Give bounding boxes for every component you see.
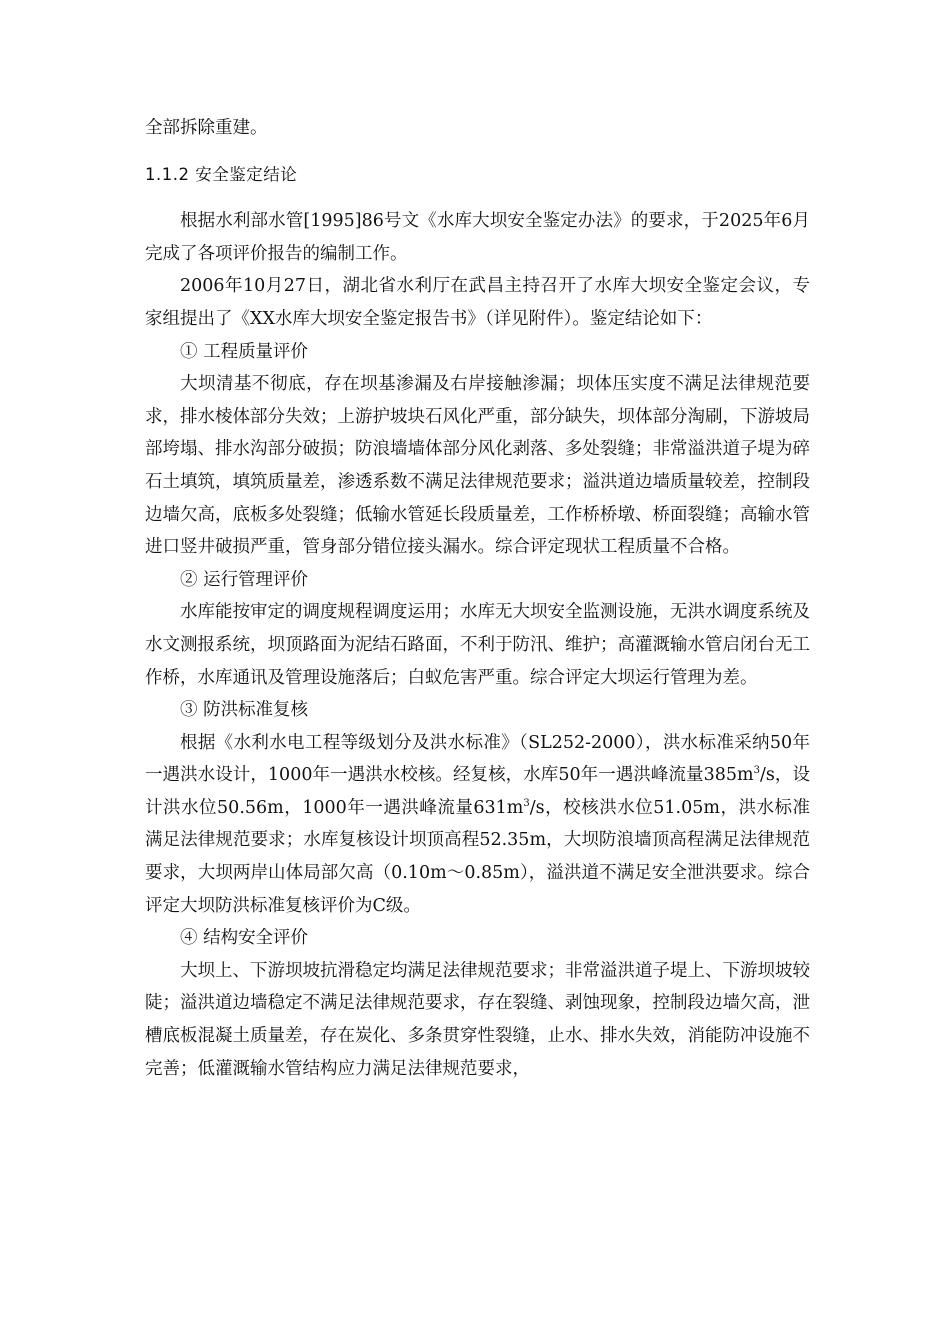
item-3-title: ③ 防洪标准复核 bbox=[180, 700, 309, 721]
item-3-text-c: /s，校核洪水位51.05m，洪水标准满足法律规范要求；水库复核设计坝顶高程52.35m，大坝防浪墙顶高程满足法律规范要求，大坝两岸山体局部欠高（0.10m～0.85m），溢洪道不满足安全泄洪要求。综合评定大坝防洪标准复核评价为C级。 bbox=[145, 797, 810, 916]
document-page bbox=[145, 112, 810, 1085]
item-2-title: ② 运行管理评价 bbox=[180, 569, 309, 590]
intro-line: 全部拆除重建。 bbox=[145, 118, 268, 138]
item-3-text-a: 根据《水利水电工程等级划分及洪水标准》（SL252-2000），洪水标准采纳50年一遇洪水设计，1000年一遇洪水校核。经复核，水库50年一遇洪峰流量385m bbox=[145, 732, 810, 786]
item-3-text-b: /s，设计洪水位50.56m，1000年一遇洪峰流量631m bbox=[145, 765, 810, 818]
item-4-title: ④ 结构安全评价 bbox=[180, 928, 309, 949]
item-2-text: 水库能按审定的调度规程调度运用；水库无大坝安全监测设施，无洪水调度系统及水文测报系统，坝顶路面为泥结石路面，不利于防汛、维护；高灌溉输水管启闭台无工作桥，水库通讯及管理设施落后；白蚁危害严重。综合评定大坝运行管理为差。 bbox=[145, 602, 810, 688]
section-heading: 1.1.2 安全鉴定结论 bbox=[145, 164, 298, 184]
item-3-text bbox=[145, 727, 810, 923]
cubic-superscript-1: 3 bbox=[753, 765, 760, 777]
paragraph-1: 根据水利部水管[1995]86号文《水库大坝安全鉴定办法》的要求，于2025年6月完成了各项评价报告的编制工作。 bbox=[145, 211, 810, 264]
item-1-title: ① 工程质量评价 bbox=[180, 341, 309, 362]
cubic-superscript-2: 3 bbox=[523, 798, 530, 810]
item-4-text: 大坝上、下游坝坡抗滑稳定均满足法律规范要求；非常溢洪道子堤上、下游坝坡较陡；溢洪道边墙稳定不满足法律规范要求，存在裂缝、剥蚀现象，控制段边墙欠高，泄槽底板混凝土质量差，存在炭化、多条贯穿性裂缝，止水、排水失效，消能防冲设施不完善；低灌溉输水管结构应力满足法律规范要求， bbox=[145, 960, 810, 1079]
paragraph-2: 2006年10月27日，湖北省水利厅在武昌主持召开了水库大坝安全鉴定会议，专家组提出了《XX水库大坝安全鉴定报告书》（详见附件）。鉴定结论如下： bbox=[145, 276, 810, 329]
item-1-text: 大坝清基不彻底，存在坝基渗漏及右岸接触渗漏；坝体压实度不满足法律规范要求，排水棱体部分失效；上游护坡块石风化严重，部分缺失，坝体部分淘刷，下游坡局部垮塌、排水沟部分破损；防浪墙墙体部分风化剥落、多处裂缝；非常溢洪道子堤为碎石土填筑，填筑质量差，渗透系数不满足法律规范要求；溢洪道边墙质量较差，控制段边墙欠高，底板多处裂缝；低输水管延长段质量差，工作桥桥墩、桥面裂缝；高输水管进口竖井破损严重，管身部分错位接头漏水。综合评定现状工程质量不合格。 bbox=[145, 374, 810, 558]
